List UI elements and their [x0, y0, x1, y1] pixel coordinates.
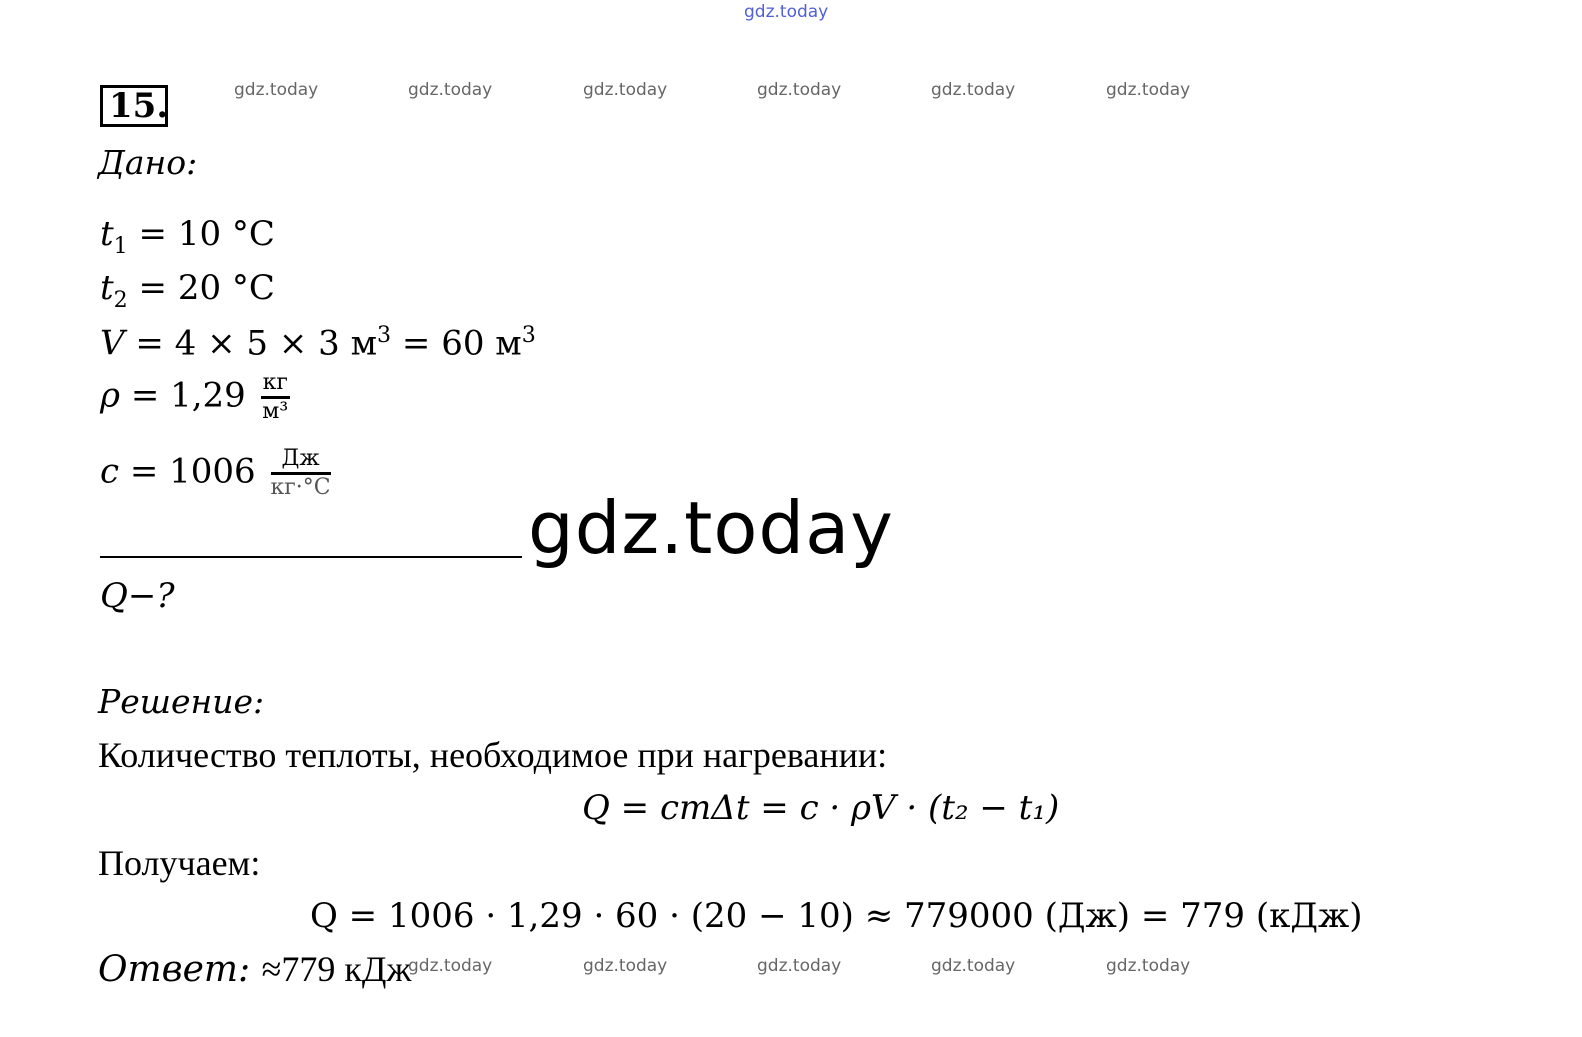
- watermark: gdz.today: [1106, 956, 1191, 976]
- value-v2: = 60 м: [391, 323, 522, 364]
- watermark: gdz.today: [931, 80, 1016, 100]
- watermark: gdz.today: [757, 956, 842, 976]
- fraction-c: [271, 446, 331, 501]
- answer-value: ≈779 кДж: [261, 949, 412, 989]
- given-t1: [100, 214, 275, 259]
- given-volume: [100, 322, 536, 363]
- watermark: gdz.today: [408, 80, 493, 100]
- given-heading: Дано:: [98, 143, 198, 182]
- solution-text-1: Количество теплоты, необходимое при нагревании:: [98, 735, 888, 775]
- value-v: = 4 × 5 × 3 м: [135, 323, 378, 364]
- var-t2: t: [100, 268, 114, 308]
- watermark: gdz.today: [408, 956, 493, 976]
- fraction-denominator: м³: [262, 399, 289, 424]
- sub-t1: 1: [113, 232, 128, 259]
- watermark-top: gdz.today: [744, 2, 829, 22]
- fraction-numerator: кг: [261, 370, 290, 399]
- given-divider: [100, 556, 522, 558]
- sub-t2: 2: [113, 286, 128, 313]
- watermark: gdz.today: [583, 80, 668, 100]
- var-c: c: [100, 451, 120, 492]
- watermark: gdz.today: [1106, 80, 1191, 100]
- formula-calculation: Q = 1006 · 1,29 · 60 · (20 − 10) ≈ 779000 (Дж) = 779 (кДж): [310, 896, 1363, 936]
- watermark-large: gdz.today: [528, 486, 894, 570]
- given-heat-capacity: [100, 446, 331, 501]
- fraction-numerator: Дж: [271, 446, 331, 475]
- answer-label: Ответ:: [98, 949, 251, 990]
- answer: [98, 948, 411, 990]
- var-t1: t: [100, 214, 114, 254]
- watermark: gdz.today: [583, 956, 668, 976]
- var-rho: ρ: [100, 375, 120, 416]
- watermark: gdz.today: [234, 80, 319, 100]
- value-t2: = 20 °C: [138, 268, 275, 308]
- formula-general: Q = cmΔt = c · ρV · (t₂ − t₁): [582, 788, 1060, 828]
- fraction-rho: [261, 370, 290, 425]
- exp-v1: 3: [377, 322, 392, 348]
- value-c: = 1006: [129, 451, 256, 492]
- find-quantity: Q−?: [100, 576, 175, 616]
- watermark: gdz.today: [757, 80, 842, 100]
- var-v: V: [100, 323, 125, 364]
- problem-number: 15.: [100, 85, 168, 127]
- value-t1: = 10 °C: [138, 214, 275, 254]
- given-t2: [100, 268, 275, 313]
- fraction-denominator: кг·°С: [270, 475, 331, 500]
- watermark: gdz.today: [931, 956, 1016, 976]
- given-density: [100, 370, 290, 425]
- value-rho: = 1,29: [130, 375, 246, 416]
- solution-heading: Решение:: [98, 682, 265, 721]
- solution-text-2: Получаем:: [98, 843, 261, 883]
- exp-v2: 3: [521, 322, 536, 348]
